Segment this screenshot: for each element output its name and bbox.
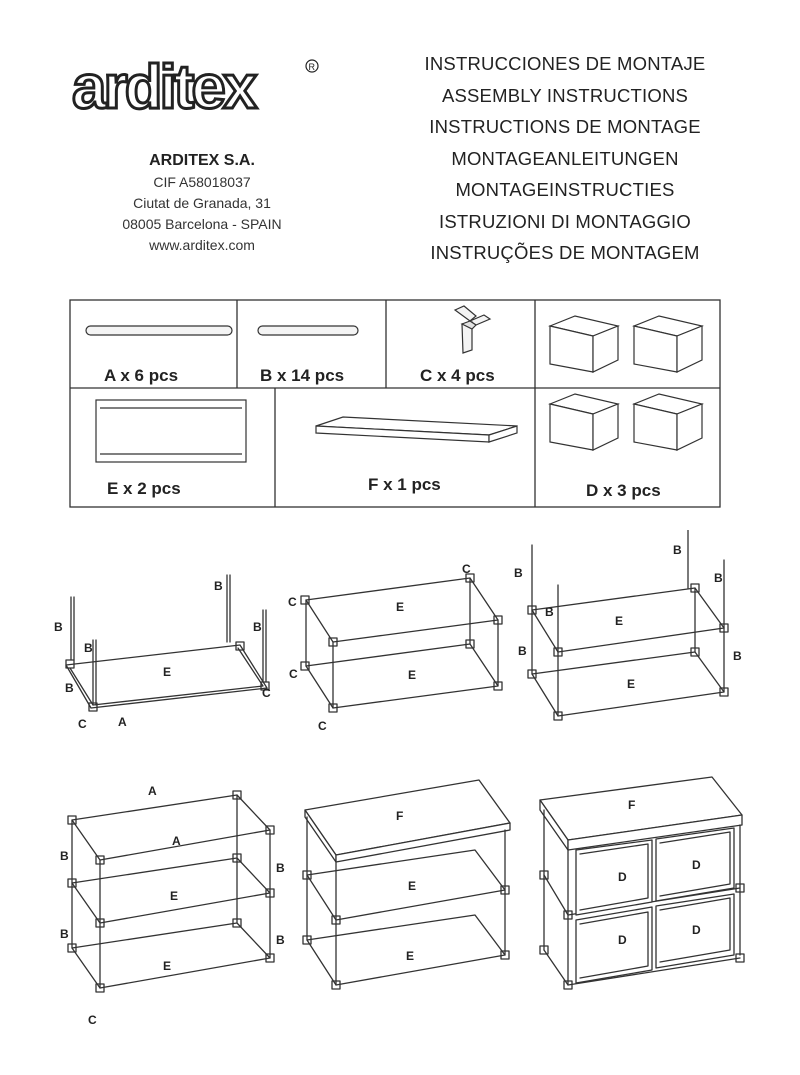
step5-label-f: F: [396, 809, 404, 823]
assembly-steps: [0, 530, 800, 1070]
step2-label-c3: C: [289, 667, 298, 681]
part-c-label: C x 4 pcs: [420, 366, 495, 385]
title-nl: MONTAGEINSTRUCTIES: [455, 179, 675, 200]
step1-label-e: E: [163, 665, 172, 679]
parts-grid: [0, 290, 800, 520]
step1-label-b1: B: [54, 620, 63, 634]
step6-label-d3: D: [618, 933, 627, 947]
company-name: ARDITEX S.A.: [149, 152, 255, 169]
step3-label-e2: E: [627, 677, 636, 691]
assembly-diagram: [0, 530, 800, 1070]
title-en: ASSEMBLY INSTRUCTIONS: [441, 84, 689, 106]
title-de: MONTAGEANLEITUNGEN: [451, 147, 679, 169]
company-street: Ciutat de Granada, 31: [133, 195, 271, 211]
part-a-label: A x 6 pcs: [104, 366, 179, 385]
step1-label-b4: B: [253, 620, 262, 634]
company-cif: CIF A58018037: [153, 174, 251, 190]
step3-label-b1: B: [514, 566, 523, 580]
step4-label-b2: B: [276, 861, 285, 875]
step4-label-b1: B: [60, 849, 69, 863]
step4-label-a2: A: [172, 834, 181, 848]
step4-label-b3: B: [60, 927, 69, 941]
step2-label-e2: E: [408, 668, 417, 682]
step1-label-b3: B: [214, 579, 223, 593]
step6-label-d4: D: [692, 923, 701, 937]
step4-label-b4: B: [276, 933, 285, 947]
header: [0, 0, 800, 280]
step4-label-a1: A: [148, 784, 157, 798]
step3-label-b3: B: [545, 605, 554, 619]
company-info: [92, 150, 312, 256]
title-it: ISTRUZIONI DI MONTAGGIO: [439, 210, 691, 232]
step-1: [66, 575, 269, 711]
step1-label-b5: B: [65, 681, 74, 695]
part-d-boxes: [550, 316, 702, 450]
step6-label-f: F: [628, 798, 636, 812]
part-e-label: E x 2 pcs: [107, 479, 181, 498]
step-3: [528, 530, 728, 720]
title-fr: INSTRUCTIONS DE MONTAGE: [429, 116, 701, 137]
step6-label-d2: D: [692, 858, 701, 872]
part-f-board: [316, 417, 517, 442]
step5-label-e1: E: [408, 879, 417, 893]
step2-label-e1: E: [396, 600, 405, 614]
step2-label-c1: C: [288, 595, 297, 609]
step-2: [301, 574, 502, 712]
step3-label-e1: E: [615, 614, 624, 628]
step1-label-a: A: [118, 715, 127, 729]
step1-label-b2: B: [84, 641, 93, 655]
step2-label-c4: C: [318, 719, 327, 733]
part-d-label: D x 3 pcs: [586, 481, 661, 500]
title-es: INSTRUCCIONES DE MONTAJE: [424, 53, 706, 74]
step6-label-d1: D: [618, 870, 627, 884]
company-city: 08005 Barcelona - SPAIN: [122, 216, 282, 232]
part-b-rod: [258, 326, 358, 335]
svg-text:arditex: arditex: [72, 53, 255, 122]
svg-text:R: R: [308, 62, 315, 72]
part-e-shelf: [96, 400, 246, 462]
instruction-titles: [380, 48, 750, 269]
part-c-connector: [455, 306, 490, 353]
step5-label-e2: E: [406, 949, 415, 963]
part-f-label: F x 1 pcs: [368, 475, 441, 494]
step4-label-e2: E: [163, 959, 172, 973]
step4-label-e1: E: [170, 889, 179, 903]
arditex-logo: [68, 48, 328, 128]
step2-label-c2: C: [462, 562, 471, 576]
step1-label-c2: C: [78, 717, 87, 731]
step3-label-b6: B: [733, 649, 742, 663]
step3-label-b4: B: [714, 571, 723, 585]
company-web: www.arditex.com: [149, 237, 255, 253]
title-pt: INSTRUÇÕES DE MONTAGEM: [430, 242, 700, 263]
step4-label-c: C: [88, 1013, 97, 1027]
step-6: [540, 777, 744, 989]
step3-label-b5: B: [518, 644, 527, 658]
step1-label-c1: C: [262, 686, 271, 700]
part-a-rod: [86, 326, 232, 335]
part-b-label: B x 14 pcs: [260, 366, 345, 385]
parts-list: [0, 290, 800, 520]
step3-label-b2: B: [673, 543, 682, 557]
